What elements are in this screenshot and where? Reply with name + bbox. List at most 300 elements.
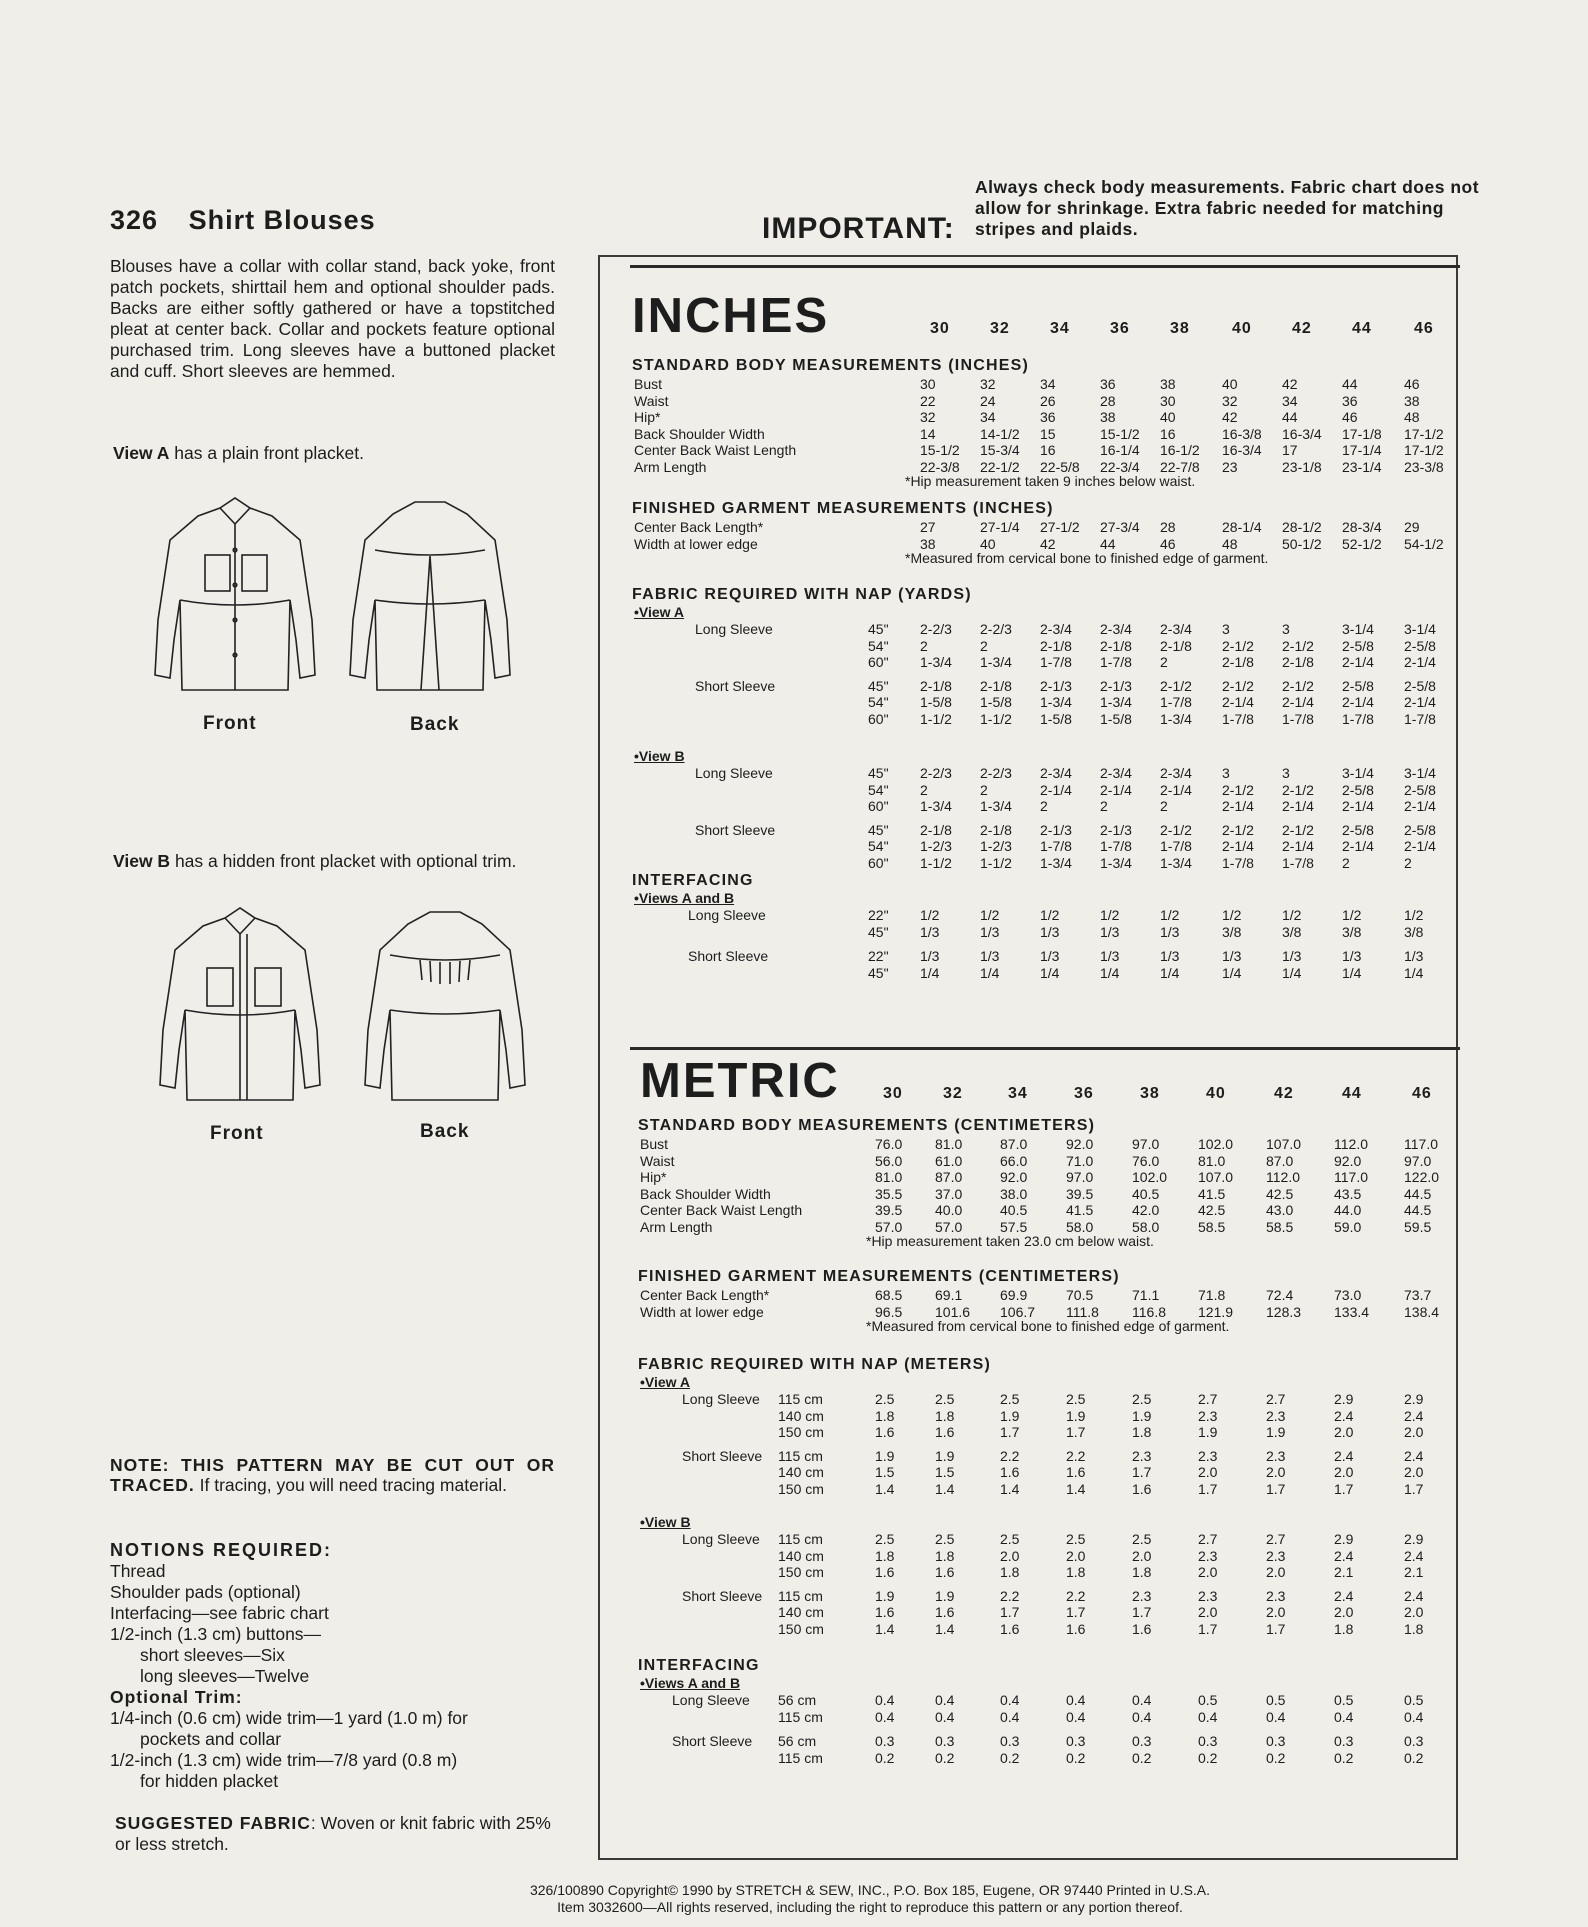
table-cell: 121.9: [1198, 1303, 1234, 1320]
table-cell: 2.4: [1404, 1587, 1424, 1604]
table-cell: 1/4: [1100, 964, 1120, 981]
table-cell: 44.5: [1404, 1202, 1432, 1218]
view-a-front-caption: Front: [203, 713, 257, 734]
table-cell: 73.7: [1404, 1287, 1432, 1303]
table-cell: 1.8: [1066, 1564, 1086, 1580]
sleeve-label: Long Sleeve: [695, 621, 773, 637]
table-cell: 2.0: [1198, 1564, 1218, 1580]
footnote: *Hip measurement taken 9 inches below waist.: [905, 473, 1196, 489]
table-cell: 0.5: [1198, 1692, 1218, 1708]
table-cell: 2.5: [875, 1391, 895, 1407]
table-cell: 2-1/4: [1222, 798, 1254, 814]
table-cell: 111.8: [1066, 1303, 1099, 1320]
table-cell: 1-1/2: [980, 710, 1012, 727]
table-cell: 1-7/8: [1222, 710, 1254, 727]
table-cell: 1.5: [875, 1464, 895, 1480]
table-cell: 1/3: [1342, 948, 1362, 964]
table-cell: 2.3: [1266, 1587, 1286, 1604]
table-cell: 1.7: [1066, 1424, 1086, 1440]
table-cell: 30: [1160, 392, 1176, 409]
important-text: Always check body measurements. Fabric chart does not allow for shrinkage. Extra fabric needed for matching stripes and plaids.: [975, 177, 1480, 239]
table-cell: 112.0: [1266, 1169, 1300, 1185]
table-cell: 2-1/2: [1282, 821, 1314, 838]
view-b-back-caption: Back: [420, 1121, 470, 1142]
table-cell: 17: [1282, 442, 1298, 458]
table-cell: 87.0: [1000, 1136, 1028, 1152]
table-cell: 2-5/8: [1342, 637, 1374, 654]
table-cell: 59.0: [1334, 1218, 1362, 1235]
table-cell: 39.5: [1066, 1185, 1094, 1202]
table-cell: 2-1/3: [1040, 677, 1072, 694]
metric-heading: METRIC: [640, 1054, 840, 1108]
table-cell: 1.7: [1000, 1604, 1020, 1620]
table-cell: 2.1: [1404, 1564, 1424, 1580]
table-cell: 1.9: [1066, 1407, 1086, 1424]
table-cell: 17-1/2: [1404, 442, 1444, 458]
fabric-width: 60": [868, 854, 889, 871]
table-cell: 24: [980, 392, 996, 409]
table-cell: 23: [1222, 458, 1238, 475]
table-cell: 1.7: [1198, 1480, 1218, 1497]
table-cell: 71.8: [1198, 1287, 1226, 1303]
table-cell: 2-5/8: [1404, 637, 1436, 654]
table-cell: 28: [1160, 519, 1176, 535]
table-cell: 1/3: [1100, 948, 1120, 964]
table-cell: 42: [1282, 376, 1298, 392]
table-cell: 2.4: [1334, 1547, 1354, 1564]
sleeve-label: Short Sleeve: [672, 1733, 753, 1749]
table-cell: 44: [1342, 376, 1358, 392]
table-cell: 2-1/8: [1160, 637, 1192, 654]
table-cell: 1.6: [875, 1604, 895, 1620]
table-cell: 1-7/8: [1100, 654, 1132, 670]
table-cell: 2.3: [1132, 1587, 1152, 1604]
table-cell: 1.6: [1000, 1620, 1020, 1637]
table-cell: 1.9: [875, 1447, 895, 1464]
table-cell: 46: [1160, 535, 1176, 552]
section-title: INTERFACING: [632, 872, 754, 889]
table-cell: 2.3: [1198, 1587, 1218, 1604]
table-cell: 1.4: [935, 1620, 955, 1637]
table-cell: 36: [1342, 392, 1358, 409]
table-cell: 1/2: [1160, 907, 1180, 923]
fabric-width: 45": [868, 677, 889, 694]
table-cell: 128.3: [1266, 1303, 1302, 1320]
size-header: 40: [1206, 1085, 1226, 1102]
table-cell: 2: [980, 637, 988, 654]
view-subheading: •Views A and B: [640, 1675, 741, 1691]
table-cell: 2: [920, 637, 928, 654]
table-cell: 0.4: [1066, 1708, 1086, 1725]
table-cell: 14-1/2: [980, 425, 1020, 442]
table-cell: 2-1/3: [1040, 821, 1072, 838]
table-cell: 2-1/4: [1342, 654, 1374, 670]
fabric-width: 150 cm: [778, 1424, 824, 1440]
table-cell: 17-1/4: [1342, 442, 1382, 458]
fabric-width: 140 cm: [778, 1464, 824, 1480]
table-cell: 3-1/4: [1404, 765, 1436, 781]
table-cell: 40: [1160, 409, 1176, 425]
table-cell: 1-3/4: [1160, 854, 1192, 871]
table-cell: 107.0: [1266, 1136, 1302, 1152]
table-cell: 2.4: [1404, 1407, 1424, 1424]
fabric-width: 45": [868, 621, 889, 637]
table-cell: 1.4: [1066, 1480, 1086, 1497]
table-cell: 28-1/4: [1222, 519, 1262, 535]
row-label: Arm Length: [634, 458, 707, 475]
table-cell: 2-1/4: [1282, 798, 1314, 814]
table-cell: 1.4: [1000, 1480, 1020, 1497]
table-cell: 2.3: [1198, 1407, 1218, 1424]
fabric-width: 115 cm: [778, 1531, 823, 1547]
size-header: 40: [1232, 320, 1252, 337]
table-cell: 2.7: [1198, 1531, 1218, 1547]
row-label: Hip*: [634, 409, 661, 425]
table-cell: 2-1/4: [1404, 694, 1436, 710]
table-cell: 2-1/4: [1404, 838, 1436, 854]
table-cell: 1/4: [1160, 964, 1180, 981]
table-cell: 28-3/4: [1342, 519, 1382, 535]
table-cell: 0.3: [1334, 1733, 1354, 1749]
table-cell: 15-1/2: [1100, 425, 1140, 442]
fabric-width: 54": [868, 637, 889, 654]
size-header: 42: [1274, 1085, 1294, 1102]
table-cell: 2-5/8: [1342, 781, 1374, 798]
size-header: 42: [1292, 320, 1312, 337]
table-cell: 0.2: [1132, 1749, 1152, 1766]
table-cell: 2-2/3: [980, 621, 1012, 637]
footnote: *Measured from cervical bone to finished edge of garment.: [905, 550, 1269, 566]
table-cell: 1.5: [935, 1464, 955, 1480]
table-cell: 2-1/2: [1282, 637, 1314, 654]
row-label: Center Back Waist Length: [640, 1202, 803, 1218]
table-cell: 1.8: [1000, 1564, 1020, 1580]
table-cell: 27: [920, 519, 936, 535]
table-cell: 2-3/4: [1040, 621, 1072, 637]
table-cell: 138.4: [1404, 1303, 1440, 1320]
table-cell: 73.0: [1334, 1287, 1362, 1303]
table-cell: 2.0: [1334, 1464, 1354, 1480]
table-cell: 106.7: [1000, 1303, 1036, 1320]
table-cell: 133.4: [1334, 1303, 1370, 1320]
table-cell: 38: [920, 535, 936, 552]
table-cell: 0.2: [1198, 1749, 1218, 1766]
sleeve-label: Short Sleeve: [688, 948, 769, 964]
table-cell: 2.4: [1404, 1547, 1424, 1564]
table-cell: 0.3: [1404, 1733, 1424, 1749]
table-cell: 1/2: [1100, 907, 1120, 923]
row-label: Width at lower edge: [640, 1303, 764, 1320]
table-cell: 97.0: [1066, 1169, 1094, 1185]
table-cell: 1.6: [935, 1604, 955, 1620]
table-cell: 0.4: [935, 1708, 955, 1725]
table-cell: 81.0: [1198, 1152, 1226, 1169]
table-cell: 29: [1404, 519, 1420, 535]
table-cell: 2: [1100, 798, 1108, 814]
table-cell: 42.5: [1266, 1185, 1294, 1202]
table-cell: 1.9: [1198, 1424, 1218, 1440]
table-cell: 22-3/8: [920, 458, 960, 475]
table-cell: 1.7: [1334, 1480, 1354, 1497]
table-cell: 1-7/8: [1160, 838, 1192, 854]
table-cell: 58.0: [1066, 1218, 1094, 1235]
table-cell: 92.0: [1066, 1136, 1094, 1152]
table-cell: 42.0: [1132, 1202, 1160, 1218]
table-cell: 1-7/8: [1282, 854, 1314, 871]
table-cell: 2.5: [1132, 1531, 1152, 1547]
size-header: 38: [1170, 320, 1190, 337]
table-cell: 59.5: [1404, 1218, 1432, 1235]
table-cell: 27-1/2: [1040, 519, 1080, 535]
table-cell: 71.1: [1132, 1287, 1160, 1303]
size-header: 36: [1110, 320, 1130, 337]
table-cell: 2.2: [1000, 1447, 1020, 1464]
fabric-width: 115 cm: [778, 1447, 823, 1464]
notion-item: 1/2-inch (1.3 cm) wide trim—7/8 yard (0.8 m): [110, 1750, 458, 1770]
fabric-width: 45": [868, 923, 889, 940]
table-cell: 2.1: [1334, 1564, 1354, 1580]
table-cell: 97.0: [1404, 1152, 1432, 1169]
table-cell: 2.0: [1000, 1547, 1020, 1564]
table-cell: 2-1/4: [1342, 694, 1374, 710]
row-label: Back Shoulder Width: [634, 425, 765, 442]
row-label: Waist: [634, 392, 669, 409]
table-cell: 0.4: [1266, 1708, 1286, 1725]
table-cell: 0.4: [1000, 1708, 1020, 1725]
table-cell: 0.4: [935, 1692, 955, 1708]
table-cell: 0.4: [1066, 1692, 1086, 1708]
table-cell: 117.0: [1334, 1169, 1368, 1185]
table-cell: 0.5: [1334, 1692, 1354, 1708]
table-cell: 2-3/4: [1100, 765, 1132, 781]
page-title: [110, 205, 376, 236]
table-cell: 2.2: [1066, 1447, 1086, 1464]
table-cell: 0.2: [935, 1749, 955, 1766]
notion-item: Shoulder pads (optional): [110, 1582, 301, 1602]
table-cell: 1-3/4: [1040, 694, 1072, 710]
table-cell: 0.3: [1066, 1733, 1086, 1749]
suggested-fabric: SUGGESTED FABRIC: Woven or knit fabric with 25% or less stretch.: [115, 1813, 551, 1854]
table-cell: 22: [920, 392, 936, 409]
table-cell: 2.5: [1000, 1531, 1020, 1547]
table-cell: 2.0: [1132, 1547, 1152, 1564]
table-cell: 43.0: [1266, 1202, 1294, 1218]
table-cell: 1.4: [875, 1480, 895, 1497]
table-cell: 2-1/2: [1282, 677, 1314, 694]
table-cell: 1.9: [935, 1587, 955, 1604]
table-cell: 0.4: [1132, 1692, 1152, 1708]
table-cell: 42: [1040, 535, 1056, 552]
sleeve-label: Long Sleeve: [672, 1692, 750, 1708]
table-cell: 0.4: [1404, 1708, 1424, 1725]
table-cell: 2-1/8: [1282, 654, 1314, 670]
table-cell: 2-1/8: [920, 677, 952, 694]
table-cell: 58.0: [1132, 1218, 1160, 1235]
table-cell: 1-7/8: [1342, 710, 1374, 727]
table-cell: 3-1/4: [1404, 621, 1436, 637]
copyright-footer: [420, 1882, 1320, 1916]
table-cell: 2: [1342, 854, 1350, 871]
table-cell: 1-7/8: [1404, 710, 1436, 727]
table-cell: 2-3/4: [1160, 621, 1192, 637]
table-cell: 1.6: [1132, 1620, 1152, 1637]
table-cell: 101.6: [935, 1303, 971, 1320]
table-cell: 61.0: [935, 1152, 963, 1169]
section-title: FABRIC REQUIRED WITH NAP (YARDS): [632, 586, 972, 603]
table-cell: 1/3: [980, 923, 1000, 940]
table-cell: 36: [1100, 376, 1116, 392]
table-cell: 58.5: [1198, 1218, 1226, 1235]
table-cell: 2.0: [1266, 1464, 1286, 1480]
table-cell: 3: [1282, 621, 1290, 637]
table-cell: 2.9: [1334, 1391, 1354, 1407]
table-cell: 2.5: [1000, 1391, 1020, 1407]
table-cell: 42.5: [1198, 1202, 1226, 1218]
table-cell: 1.8: [935, 1547, 955, 1564]
table-cell: 1/2: [1040, 907, 1060, 923]
pattern-description: Blouses have a collar with collar stand, back yoke, front patch pockets, shirttail hem and optional shoulder pads. Backs are either softly gathered or have a topstitched pleat at center back. Collar and pockets feature optional purchased trim. Long sleeves have a buttoned placket and cuff. Short sleeves are hemmed.: [110, 256, 555, 381]
divider: [630, 265, 1460, 268]
table-cell: 1.9: [1266, 1424, 1286, 1440]
fabric-width: 56 cm: [778, 1733, 817, 1749]
table-cell: 2-1/4: [1342, 798, 1374, 814]
table-cell: 22-1/2: [980, 458, 1020, 475]
table-cell: 0.2: [1066, 1749, 1086, 1766]
table-cell: 28: [1100, 392, 1116, 409]
table-cell: 69.9: [1000, 1287, 1028, 1303]
table-cell: 1.7: [1198, 1620, 1218, 1637]
table-cell: 1-2/3: [920, 838, 952, 854]
fabric-width: 54": [868, 838, 889, 854]
table-cell: 2-1/4: [1222, 838, 1254, 854]
table-cell: 23-1/4: [1342, 458, 1382, 475]
table-cell: 26: [1040, 392, 1056, 409]
table-cell: 2: [1040, 798, 1048, 814]
table-cell: 3-1/4: [1342, 621, 1374, 637]
table-cell: 2.9: [1404, 1391, 1424, 1407]
fabric-width: 115 cm: [778, 1749, 823, 1766]
table-cell: 102.0: [1198, 1136, 1234, 1152]
table-cell: 22-7/8: [1160, 458, 1200, 475]
view-a-label: View A has a plain front placket.: [113, 443, 364, 463]
footer-line-1: 326/100890 Copyright© 1990 by STRETCH & SEW, INC., P.O. Box 185, Eugene, OR 97440 Printed in U.S.A.: [529, 1882, 1211, 1898]
notion-item: 1/4-inch (0.6 cm) wide trim—1 yard (1.0 m) for: [110, 1708, 468, 1728]
fabric-width: 60": [868, 710, 889, 727]
table-cell: 1.7: [1132, 1604, 1152, 1620]
table-cell: 2-1/4: [1404, 798, 1436, 814]
table-cell: 2-1/4: [1040, 781, 1072, 798]
table-cell: 1.6: [1000, 1464, 1020, 1480]
table-cell: 2.0: [1266, 1564, 1286, 1580]
table-cell: 1.7: [1000, 1424, 1020, 1440]
table-cell: 1/4: [1040, 964, 1060, 981]
table-cell: 42: [1222, 409, 1238, 425]
table-cell: 112.0: [1334, 1136, 1368, 1152]
table-cell: 1-7/8: [1100, 838, 1132, 854]
table-cell: 1.6: [935, 1424, 955, 1440]
table-cell: 2.0: [1198, 1604, 1218, 1620]
table-cell: 2.3: [1266, 1407, 1286, 1424]
table-cell: 1.9: [1000, 1407, 1020, 1424]
sleeve-label: Long Sleeve: [682, 1531, 760, 1547]
table-cell: 116.8: [1132, 1303, 1166, 1320]
table-cell: 0.3: [935, 1733, 955, 1749]
pattern-name: Shirt Blouses: [188, 205, 376, 235]
table-cell: 34: [980, 409, 996, 425]
table-cell: 44.5: [1404, 1185, 1432, 1202]
sleeve-label: Long Sleeve: [695, 765, 773, 781]
table-cell: 0.2: [1334, 1749, 1354, 1766]
table-cell: 1/3: [1404, 948, 1424, 964]
table-cell: 2-1/2: [1160, 821, 1192, 838]
table-cell: 2-1/2: [1282, 781, 1314, 798]
table-cell: 1-7/8: [1282, 710, 1314, 727]
table-cell: 2.4: [1334, 1587, 1354, 1604]
table-cell: 40.0: [935, 1202, 963, 1218]
table-cell: 2-5/8: [1342, 821, 1374, 838]
table-cell: 2-1/8: [1100, 637, 1132, 654]
table-cell: 23-3/8: [1404, 458, 1444, 475]
table-cell: 1.8: [875, 1547, 895, 1564]
table-cell: 16-1/4: [1100, 442, 1140, 458]
table-cell: 1.8: [935, 1407, 955, 1424]
row-label: Center Back Length*: [640, 1287, 770, 1303]
table-cell: 2.5: [1066, 1391, 1086, 1407]
table-cell: 40: [1222, 376, 1238, 392]
table-cell: 1-7/8: [1040, 654, 1072, 670]
table-cell: 41.5: [1066, 1202, 1094, 1218]
table-cell: 1/3: [1160, 948, 1180, 964]
table-cell: 0.4: [875, 1708, 895, 1725]
view-subheading: •View A: [640, 1374, 691, 1390]
table-cell: 70.5: [1066, 1287, 1094, 1303]
table-cell: 46: [1342, 409, 1358, 425]
table-cell: 0.4: [1132, 1708, 1152, 1725]
table-cell: 3: [1222, 765, 1230, 781]
row-label: Center Back Waist Length: [634, 442, 797, 458]
table-cell: 1/4: [1222, 964, 1242, 981]
table-cell: 2.5: [935, 1531, 955, 1547]
table-cell: 81.0: [935, 1136, 963, 1152]
view-subheading: •View A: [634, 604, 685, 620]
notions-list: [110, 1540, 560, 1792]
table-cell: 2-1/2: [1222, 821, 1254, 838]
table-cell: 1/2: [1404, 907, 1424, 923]
table-cell: 1.7: [1266, 1480, 1286, 1497]
table-cell: 3/8: [1222, 923, 1242, 940]
table-cell: 1.9: [875, 1587, 895, 1604]
table-cell: 87.0: [1266, 1152, 1294, 1169]
table-cell: 15: [1040, 425, 1056, 442]
table-cell: 2-1/2: [1222, 637, 1254, 654]
table-cell: 2.9: [1404, 1531, 1424, 1547]
size-header: 44: [1352, 320, 1372, 337]
sleeve-label: Long Sleeve: [682, 1391, 760, 1407]
table-cell: 102.0: [1132, 1169, 1168, 1185]
row-label: Center Back Length*: [634, 519, 764, 535]
table-cell: 2.7: [1266, 1531, 1286, 1547]
sleeve-label: Short Sleeve: [682, 1587, 763, 1604]
table-cell: 57.0: [935, 1218, 963, 1235]
table-cell: 44: [1282, 409, 1298, 425]
size-header: 34: [1008, 1085, 1028, 1102]
fabric-width: 115 cm: [778, 1587, 823, 1604]
view-subheading: •View B: [634, 748, 685, 764]
table-cell: 1.8: [875, 1407, 895, 1424]
table-cell: 1/4: [1342, 964, 1362, 981]
table-cell: 2.0: [1404, 1464, 1424, 1480]
table-cell: 16: [1040, 442, 1056, 458]
